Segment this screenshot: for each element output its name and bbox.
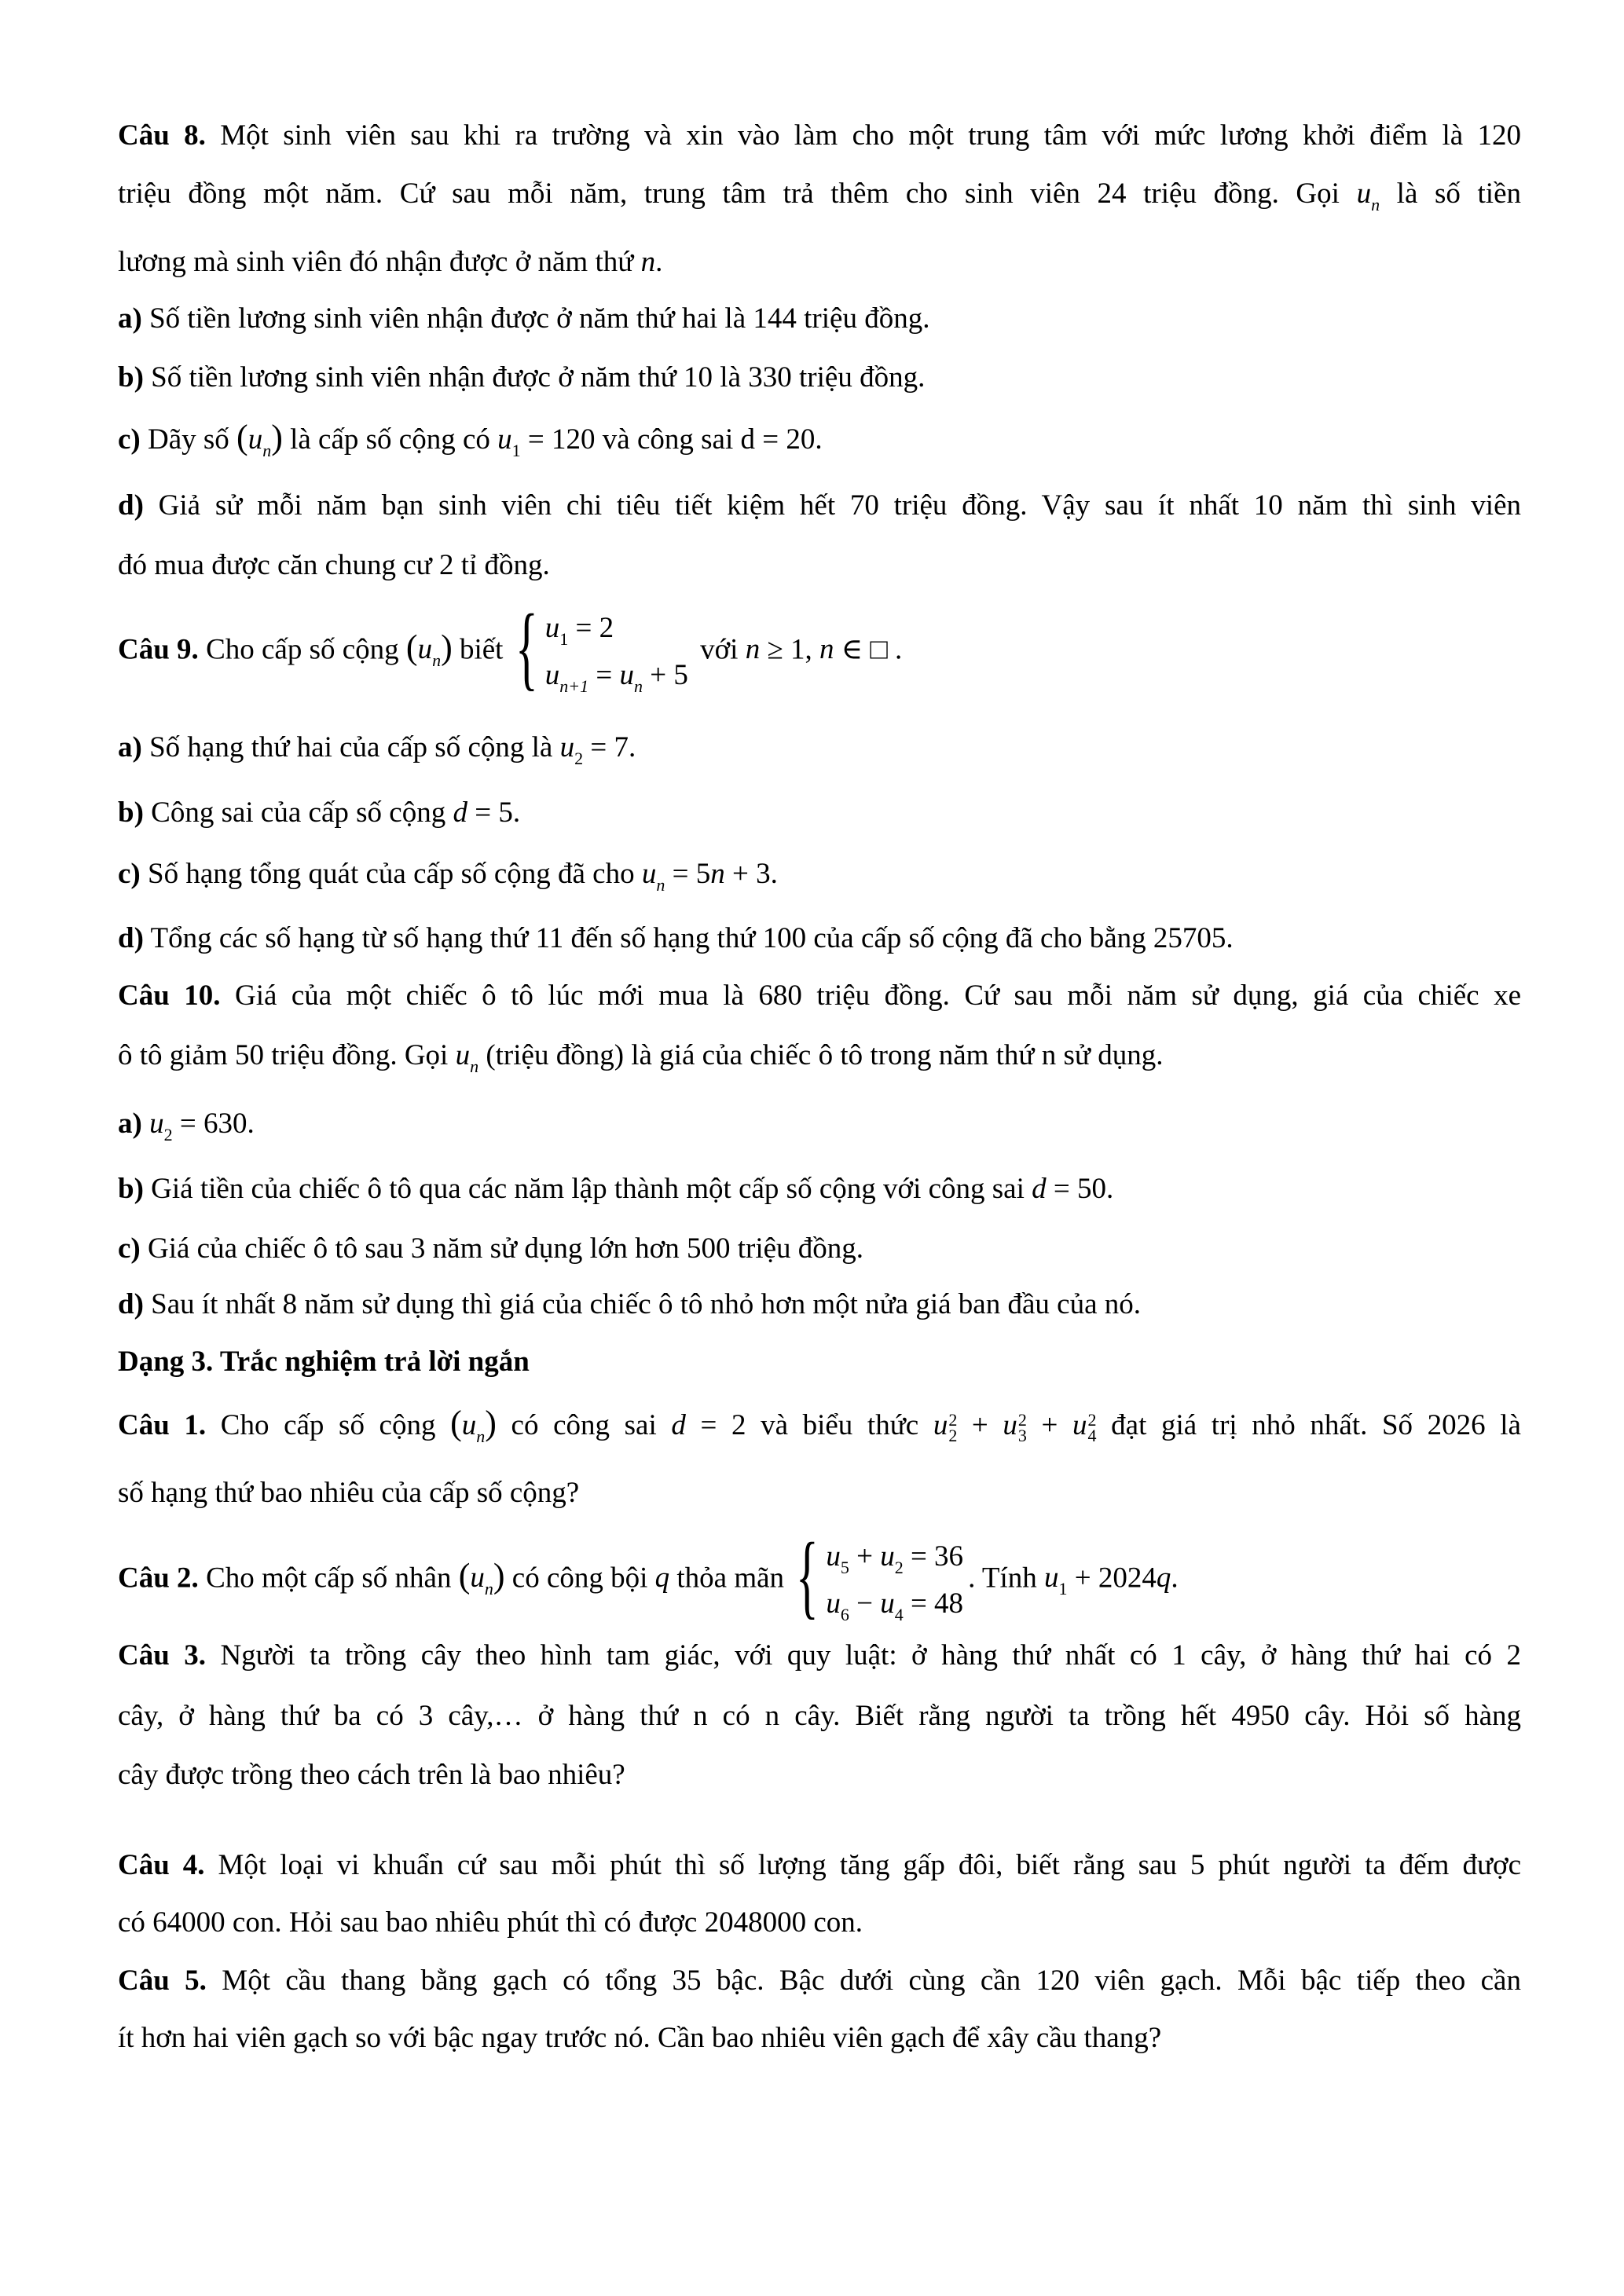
math-script-stack: [1017, 1409, 1027, 1445]
text-run: là số tiền: [1380, 177, 1521, 210]
bold-label: d): [118, 922, 144, 954]
math-variable: [1356, 177, 1380, 214]
math-symbol: u: [544, 612, 560, 644]
math-symbol: u: [559, 731, 575, 764]
math-symbol: u: [880, 1587, 895, 1620]
math-paren: ): [271, 418, 283, 456]
math-variable: [544, 612, 569, 649]
bold-label: Câu 9.: [118, 633, 199, 666]
text-line: [118, 1172, 1521, 1207]
math-variable: [746, 633, 761, 665]
math-subscript: n: [470, 1056, 479, 1076]
math-subscript: 1: [559, 629, 569, 649]
math-symbol: u: [641, 857, 657, 890]
math-subscript: n: [476, 1426, 486, 1446]
text-run: ô tô giảm 50 triệu đồng. Gọi: [118, 1038, 456, 1071]
math-paren: ): [493, 1556, 505, 1595]
math-symbol: u: [826, 1540, 841, 1573]
math-variable: [455, 1038, 479, 1076]
math-symbol: u: [247, 423, 263, 456]
math-expr: ∈ □ .: [834, 633, 903, 666]
math-subscript: 4: [1087, 1425, 1097, 1445]
text-run: ít hơn hai viên gạch so với bậc ngay trước nó. Cần bao nhiêu viên gạch để xây cầu thang?: [118, 2022, 1162, 2054]
math-symbol: n: [819, 633, 834, 666]
math-paren: (: [405, 628, 418, 667]
math-expr: = 630.: [172, 1107, 255, 1140]
text-line: [118, 1906, 1521, 1940]
math-script-stack: [1087, 1409, 1097, 1445]
math-symbol: u: [1003, 1409, 1017, 1441]
text-run: thỏa mãn: [669, 1562, 792, 1595]
text-run: có 64000 con. Hỏi sau bao nhiêu phút thì có được 2048000 con.: [118, 1906, 863, 1939]
math-expr: +: [849, 1540, 881, 1573]
math-variable: [819, 633, 834, 665]
math-subscript: n: [262, 441, 272, 460]
bold-label: a): [118, 731, 142, 764]
math-variable: [470, 1562, 493, 1599]
math-symbol: u: [619, 659, 634, 691]
math-symbol: n: [745, 633, 761, 666]
text-line: [118, 979, 1521, 1013]
math-expr: = 120: [520, 423, 596, 456]
math-variable: [1072, 1409, 1097, 1445]
text-run: là cấp số cộng có: [282, 423, 498, 456]
math-symbol: q: [1156, 1562, 1171, 1595]
math-variable: [710, 858, 725, 890]
bold-label: c): [118, 1232, 141, 1265]
text-run: [142, 1108, 149, 1140]
math-symbol: n: [710, 857, 725, 890]
text-line: [118, 361, 1521, 395]
math-symbol: d: [1032, 1173, 1047, 1205]
math-subscript: 1: [1058, 1579, 1068, 1599]
math-expr: =: [588, 659, 620, 691]
math-subscript: 2: [894, 1558, 904, 1577]
math-variable: [826, 1540, 849, 1577]
math-subscript: 6: [840, 1605, 849, 1624]
text-run: biết: [452, 633, 511, 666]
math-expr: ≥ 1,: [760, 633, 819, 666]
text-line: [118, 1107, 1521, 1144]
math-superscript: 2: [948, 1409, 958, 1430]
math-expr: = 2: [685, 1409, 746, 1441]
text-line: [118, 1523, 1521, 1628]
equation-system: [796, 1523, 964, 1628]
math-variable: [149, 1107, 173, 1144]
text-line: [118, 245, 1521, 280]
math-variable: [544, 659, 589, 696]
math-superscript: 2: [1087, 1409, 1097, 1430]
math-symbol: u: [933, 1409, 948, 1441]
bold-label: Câu 4.: [118, 1849, 205, 1881]
bold-label: a): [118, 1107, 142, 1140]
math-symbol: u: [1044, 1562, 1059, 1595]
text-run: lương mà sinh viên đó nhận được ở năm thứ: [118, 246, 641, 278]
bold-label: Câu 1.: [118, 1409, 207, 1441]
brace-icon: {: [515, 595, 538, 699]
text-line: [118, 796, 1521, 830]
text-line: [118, 420, 1521, 460]
text-run: Người ta trồng cây theo hình tam giác, với quy luật: ở hàng thứ nhất có 1 cây, ở hàng thứ hai có 2: [206, 1639, 1521, 1672]
math-subscript: 5: [840, 1558, 849, 1577]
math-script-stack: [948, 1409, 958, 1445]
text-line: [118, 857, 1521, 894]
equation-row: [545, 605, 688, 652]
math-symbol: u: [149, 1107, 164, 1140]
equation-row: [545, 652, 688, 699]
text-run: đó mua được căn chung cư 2 tỉ đồng.: [118, 549, 550, 581]
math-paren: ): [441, 628, 453, 667]
math-variable: [655, 1562, 670, 1594]
math-subscript: 2: [163, 1124, 173, 1144]
math-variable: [880, 1540, 904, 1577]
text-run: Số tiền lương sinh viên nhận được ở năm thứ 10 là 330 triệu đồng.: [143, 361, 926, 394]
math-subscript: 2: [948, 1425, 958, 1445]
equation-system: [515, 595, 688, 699]
math-variable: [671, 1409, 686, 1441]
math-subscript: 2: [574, 748, 584, 768]
text-run: Giá của chiếc ô tô sau 3 năm sử dụng lớn hơn 500 triệu đồng.: [140, 1232, 864, 1265]
text-line: [118, 2021, 1521, 2056]
math-superscript: 2: [1017, 1409, 1027, 1430]
math-paren: (: [458, 1556, 471, 1595]
math-variable: [461, 1409, 486, 1446]
text-run: Giá tiền của chiếc ô tô qua các năm lập thành một cấp số cộng với công sai: [143, 1173, 1032, 1205]
math-symbol: u: [880, 1540, 895, 1573]
text-line: [118, 1639, 1521, 1673]
math-expr: = 5: [665, 857, 711, 890]
text-run: Sau ít nhất 8 năm sử dụng thì giá của chiếc ô tô nhỏ hơn một nửa giá ban đầu của nó.: [143, 1288, 1141, 1320]
text-run: Một sinh viên sau khi ra trường và xin vào làm cho một trung tâm với mức lương khởi điểm là 120: [205, 119, 1521, 152]
text-line: [118, 1232, 1521, 1266]
text-line: [118, 1964, 1521, 1998]
text-line: [118, 1038, 1521, 1075]
math-variable: [453, 796, 467, 829]
math-variable: [497, 423, 521, 460]
math-variable: [619, 659, 643, 696]
bold-label: c): [118, 857, 141, 890]
text-line: [118, 1848, 1521, 1883]
math-symbol: u: [826, 1587, 841, 1620]
math-expr: = 36: [903, 1540, 964, 1573]
math-symbol: u: [461, 1409, 477, 1441]
text-run: Công sai của cấp số cộng: [143, 796, 453, 829]
math-symbol: n: [640, 246, 656, 278]
bold-label: b): [118, 796, 144, 829]
bold-label: Câu 10.: [118, 980, 221, 1012]
text-line: [118, 489, 1521, 523]
math-paren: ): [485, 1404, 497, 1442]
bold-label: b): [118, 361, 144, 394]
bold-label: Câu 5.: [118, 1965, 207, 1997]
math-expr: = 48: [903, 1587, 964, 1620]
text-run: . Tính: [968, 1562, 1045, 1595]
math-expr: + 2024: [1067, 1562, 1157, 1595]
math-variable: [641, 246, 656, 278]
text-run: với: [692, 633, 746, 666]
text-line: [118, 119, 1521, 153]
math-symbol: q: [654, 1562, 670, 1595]
math-symbol: u: [1356, 177, 1372, 210]
bold-label: Câu 2.: [118, 1562, 199, 1595]
text-line: [118, 1406, 1521, 1445]
math-expr: = 2: [568, 612, 614, 644]
bold-label: a): [118, 302, 142, 335]
text-run: cây được trồng theo cách trên là bao nhiêu?: [118, 1759, 625, 1791]
text-run: cây, ở hàng thứ ba có 3 cây,… ở hàng thứ n có n cây. Biết rằng người ta trồng hết 4950 cây. Hỏi số hàng: [118, 1700, 1521, 1732]
text-line: [118, 1699, 1521, 1734]
text-run: .: [655, 246, 663, 278]
math-subscript: 1: [511, 441, 521, 460]
equation-row: [826, 1533, 963, 1580]
text-run: Cho một cấp số nhân: [198, 1562, 459, 1595]
text-run: có công bội: [504, 1562, 655, 1595]
math-variable: [1032, 1173, 1047, 1205]
text-line: [118, 302, 1521, 336]
math-symbol: u: [455, 1038, 471, 1071]
math-subscript: 3: [1017, 1425, 1027, 1445]
math-symbol: d: [453, 796, 467, 829]
text-line: [118, 1287, 1521, 1322]
text-run: triệu đồng một năm. Cứ sau mỗi năm, trung tâm trả thêm cho sinh viên 24 triệu đồng. Gọi: [118, 177, 1357, 210]
math-variable: [826, 1587, 849, 1624]
math-variable: [880, 1587, 904, 1624]
text-run: Một loại vi khuẩn cứ sau mỗi phút thì số lượng tăng gấp đôi, biết rằng sau 5 phút người ta đếm được: [204, 1849, 1521, 1881]
math-subscript: n: [484, 1579, 493, 1599]
text-run: (triệu đồng) là giá của chiếc ô tô trong năm thứ n sử dụng.: [478, 1038, 1164, 1071]
math-variable: [1044, 1562, 1068, 1599]
text-run: Số tiền lương sinh viên nhận được ở năm thứ hai là 144 triệu đồng.: [141, 302, 930, 335]
math-symbol: u: [417, 633, 433, 666]
math-expr: −: [849, 1587, 881, 1620]
bold-label: Dạng 3. Trắc nghiệm trả lời ngắn: [118, 1346, 530, 1378]
text-run: Một cầu thang bằng gạch có tổng 35 bậc. Bậc dưới cùng cần 120 viên gạch. Mỗi bậc tiếp theo cần: [206, 1965, 1521, 1997]
bold-label: b): [118, 1173, 144, 1205]
text-line: [118, 177, 1521, 214]
math-expr: = 7.: [583, 731, 636, 764]
math-expr: +: [1026, 1409, 1073, 1441]
text-run: và công sai d = 20.: [595, 423, 823, 456]
math-variable: [1003, 1409, 1027, 1445]
text-run: đạt giá trị nhỏ nhất. Số 2026 là: [1096, 1409, 1521, 1441]
bold-label: Câu 3.: [118, 1639, 206, 1672]
math-expr: + 5: [642, 659, 688, 691]
bold-label: Câu 8.: [118, 119, 206, 152]
text-line: [118, 1758, 1521, 1792]
text-line: [118, 731, 1521, 767]
equation-row: [826, 1580, 963, 1628]
math-expr: = 50.: [1046, 1173, 1114, 1205]
text-run: Cho cấp số cộng: [198, 633, 406, 666]
math-variable: [417, 633, 442, 671]
bold-label: d): [118, 489, 144, 522]
text-line: [118, 921, 1521, 956]
text-run: Giá của một chiếc ô tô lúc mới mua là 680 triệu đồng. Cứ sau mỗi năm sử dụng, giá của chiếc xe: [220, 980, 1521, 1012]
math-expr: + 3.: [724, 857, 778, 890]
math-subscript: n: [656, 874, 665, 895]
math-symbol: u: [1072, 1409, 1087, 1441]
math-subscript: n: [432, 650, 442, 671]
math-paren: (: [450, 1404, 462, 1442]
text-run: Tổng các số hạng từ số hạng thứ 11 đến số hạng thứ 100 của cấp số cộng đã cho bằng 25705.: [143, 922, 1234, 954]
text-run: và biểu thức: [746, 1409, 933, 1441]
text-line: [118, 595, 1521, 699]
math-subscript: n+1: [559, 676, 589, 696]
text-line: [118, 1345, 1521, 1379]
math-paren: (: [236, 418, 248, 456]
brace-icon: {: [796, 1523, 819, 1628]
text-run: số hạng thứ bao nhiêu của cấp số cộng?: [118, 1477, 580, 1509]
math-symbol: d: [671, 1409, 686, 1441]
math-subscript: n: [1371, 194, 1380, 214]
text-run: Số hạng thứ hai của cấp số cộng là: [141, 731, 560, 764]
text-line: [118, 1476, 1521, 1511]
text-run: có công sai: [496, 1409, 672, 1441]
math-expr: +: [957, 1409, 1003, 1441]
math-variable: [933, 1409, 958, 1445]
text-run: Cho cấp số cộng: [206, 1409, 451, 1441]
math-symbol: u: [470, 1562, 485, 1595]
text-line: [118, 548, 1521, 583]
text-run: Số hạng tổng quát của cấp số cộng đã cho: [140, 857, 642, 890]
math-variable: [559, 731, 584, 768]
bold-label: c): [118, 423, 141, 456]
math-variable: [247, 423, 272, 460]
math-variable: [641, 857, 665, 895]
math-symbol: u: [497, 423, 512, 456]
math-variable: [1157, 1562, 1171, 1594]
math-symbol: u: [544, 659, 560, 691]
math-subscript: n: [633, 676, 643, 696]
bold-label: d): [118, 1288, 144, 1320]
math-expr: = 5.: [467, 796, 521, 829]
text-run: Giả sử mỗi năm bạn sinh viên chi tiêu tiết kiệm hết 70 triệu đồng. Vậy sau ít nhất 10 năm thì sinh viên: [143, 489, 1521, 522]
text-run: Dãy số: [140, 423, 237, 456]
text-run: .: [1171, 1562, 1179, 1595]
math-subscript: 4: [894, 1605, 904, 1624]
